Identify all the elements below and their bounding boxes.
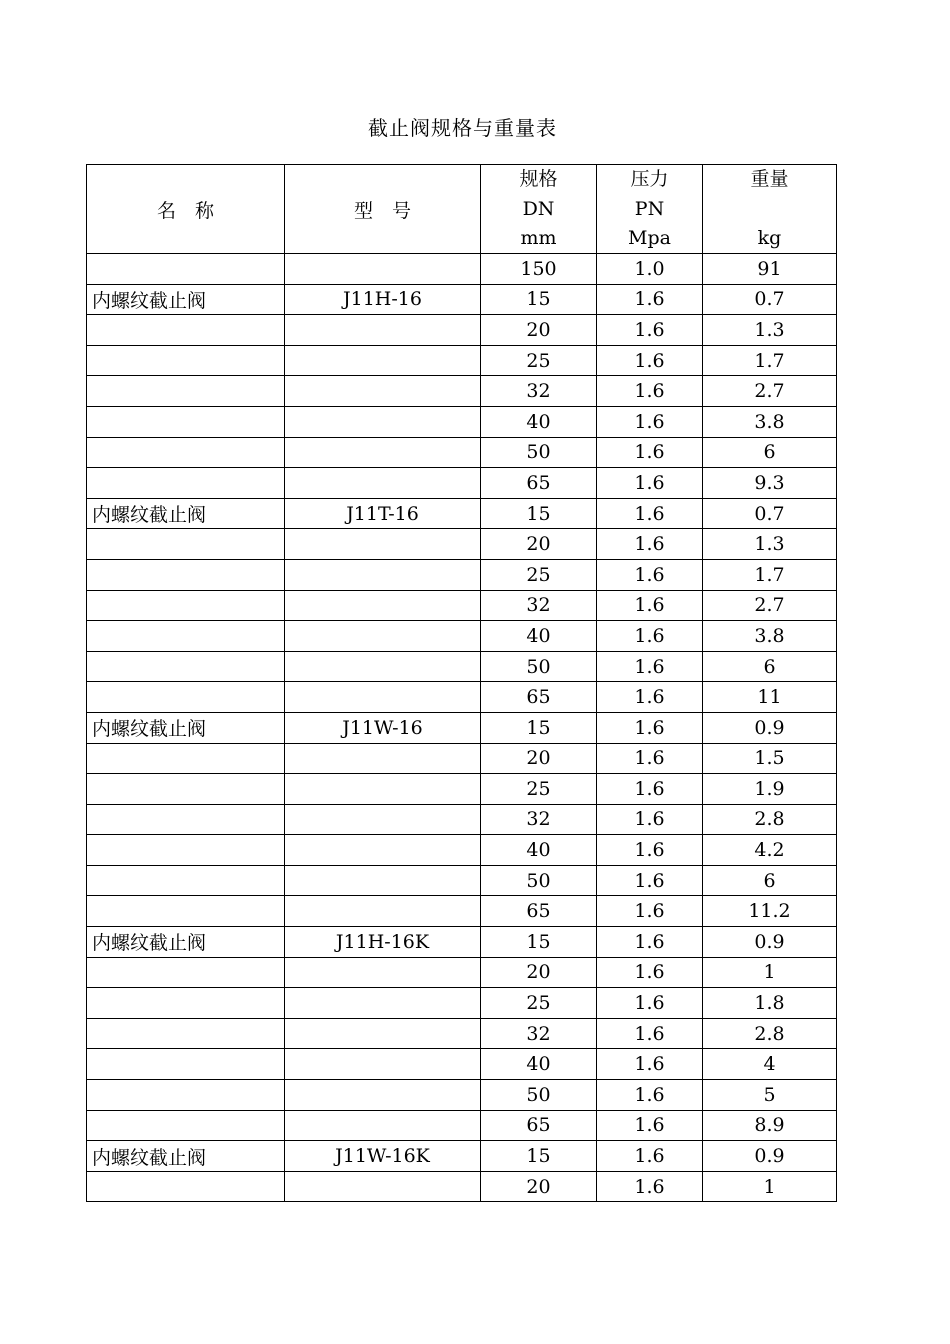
cell-size: 25 xyxy=(481,774,597,805)
cell-weight: 1 xyxy=(703,1171,837,1202)
cell-weight: 4 xyxy=(703,1049,837,1080)
cell-size: 65 xyxy=(481,682,597,713)
table-row xyxy=(87,988,837,1019)
table-row xyxy=(87,498,837,529)
cell-pressure: 1.6 xyxy=(597,1018,703,1049)
cell-pressure: 1.6 xyxy=(597,406,703,437)
cell-size: 40 xyxy=(481,835,597,866)
header-pressure-line1: 压力 xyxy=(630,168,669,190)
cell-name xyxy=(87,1080,285,1111)
cell-model xyxy=(285,896,481,927)
cell-weight: 6 xyxy=(703,651,837,682)
cell-size: 150 xyxy=(481,254,597,285)
header-weight-line3: kg xyxy=(757,227,782,249)
cell-weight: 1.5 xyxy=(703,743,837,774)
header-pressure-line3: Mpa xyxy=(628,227,671,249)
cell-model: J11T-16 xyxy=(285,498,481,529)
table-row xyxy=(87,376,837,407)
cell-name xyxy=(87,406,285,437)
cell-name xyxy=(87,865,285,896)
cell-model: J11H-16 xyxy=(285,284,481,315)
table-row xyxy=(87,315,837,346)
cell-pressure: 1.6 xyxy=(597,896,703,927)
cell-weight: 1 xyxy=(703,957,837,988)
cell-name xyxy=(87,682,285,713)
cell-pressure: 1.0 xyxy=(597,254,703,285)
table-row xyxy=(87,1018,837,1049)
table-row xyxy=(87,865,837,896)
cell-size: 32 xyxy=(481,376,597,407)
cell-name xyxy=(87,254,285,285)
table-row xyxy=(87,682,837,713)
cell-pressure: 1.6 xyxy=(597,1049,703,1080)
cell-weight: 9.3 xyxy=(703,468,837,499)
cell-weight: 6 xyxy=(703,865,837,896)
cell-size: 50 xyxy=(481,437,597,468)
cell-name xyxy=(87,988,285,1019)
cell-pressure: 1.6 xyxy=(597,437,703,468)
cell-model xyxy=(285,315,481,346)
cell-size: 40 xyxy=(481,1049,597,1080)
cell-size: 25 xyxy=(481,559,597,590)
cell-pressure: 1.6 xyxy=(597,498,703,529)
cell-pressure: 1.6 xyxy=(597,529,703,560)
table-row xyxy=(87,1110,837,1141)
cell-pressure: 1.6 xyxy=(597,651,703,682)
header-size-line2: DN xyxy=(522,197,555,220)
cell-model: J11W-16K xyxy=(285,1141,481,1172)
cell-model xyxy=(285,1110,481,1141)
cell-weight: 3.8 xyxy=(703,406,837,437)
cell-name xyxy=(87,804,285,835)
cell-pressure: 1.6 xyxy=(597,559,703,590)
cell-size: 50 xyxy=(481,651,597,682)
cell-name xyxy=(87,621,285,652)
table-row xyxy=(87,1049,837,1080)
cell-pressure: 1.6 xyxy=(597,682,703,713)
cell-model xyxy=(285,1080,481,1111)
cell-pressure: 1.6 xyxy=(597,1080,703,1111)
cell-model xyxy=(285,774,481,805)
cell-weight: 1.7 xyxy=(703,345,837,376)
cell-pressure: 1.6 xyxy=(597,590,703,621)
cell-name xyxy=(87,376,285,407)
cell-weight: 4.2 xyxy=(703,835,837,866)
cell-pressure: 1.6 xyxy=(597,1110,703,1141)
cell-model xyxy=(285,437,481,468)
cell-pressure: 1.6 xyxy=(597,345,703,376)
cell-model xyxy=(285,1171,481,1202)
cell-weight: 0.7 xyxy=(703,284,837,315)
cell-size: 15 xyxy=(481,284,597,315)
cell-weight: 0.9 xyxy=(703,927,837,958)
header-name-label: 名 称 xyxy=(156,199,214,222)
cell-pressure: 1.6 xyxy=(597,835,703,866)
cell-weight: 1.8 xyxy=(703,988,837,1019)
cell-pressure: 1.6 xyxy=(597,865,703,896)
cell-weight: 2.8 xyxy=(703,1018,837,1049)
cell-weight: 11 xyxy=(703,682,837,713)
table-row xyxy=(87,590,837,621)
table-row xyxy=(87,1171,837,1202)
cell-weight: 1.3 xyxy=(703,315,837,346)
table-row xyxy=(87,254,837,285)
cell-pressure: 1.6 xyxy=(597,957,703,988)
cell-weight: 2.7 xyxy=(703,590,837,621)
table-row xyxy=(87,529,837,560)
cell-size: 32 xyxy=(481,804,597,835)
cell-model: J11H-16K xyxy=(285,927,481,958)
spec-table xyxy=(86,164,837,1202)
cell-model xyxy=(285,468,481,499)
cell-weight: 11.2 xyxy=(703,896,837,927)
cell-size: 32 xyxy=(481,1018,597,1049)
cell-model xyxy=(285,1018,481,1049)
cell-size: 50 xyxy=(481,1080,597,1111)
cell-pressure: 1.6 xyxy=(597,621,703,652)
cell-size: 32 xyxy=(481,590,597,621)
cell-pressure: 1.6 xyxy=(597,804,703,835)
cell-name xyxy=(87,896,285,927)
cell-name xyxy=(87,774,285,805)
cell-name xyxy=(87,345,285,376)
cell-model xyxy=(285,682,481,713)
cell-weight: 6 xyxy=(703,437,837,468)
cell-name xyxy=(87,315,285,346)
cell-name: 内螺纹截止阀 xyxy=(87,498,285,529)
cell-name xyxy=(87,529,285,560)
cell-model xyxy=(285,559,481,590)
header-pressure-line2: PN xyxy=(634,197,665,220)
cell-name xyxy=(87,743,285,774)
header-model xyxy=(285,165,481,254)
cell-size: 40 xyxy=(481,621,597,652)
cell-name xyxy=(87,1018,285,1049)
cell-weight: 1.7 xyxy=(703,559,837,590)
table-row xyxy=(87,406,837,437)
header-size-line3: mm xyxy=(520,227,557,249)
cell-weight: 3.8 xyxy=(703,621,837,652)
cell-size: 15 xyxy=(481,712,597,743)
cell-name: 内螺纹截止阀 xyxy=(87,284,285,315)
table-row xyxy=(87,835,837,866)
table-row xyxy=(87,437,837,468)
table-row xyxy=(87,712,837,743)
cell-name xyxy=(87,835,285,866)
cell-size: 15 xyxy=(481,1141,597,1172)
cell-name xyxy=(87,590,285,621)
cell-weight: 5 xyxy=(703,1080,837,1111)
cell-weight: 0.9 xyxy=(703,712,837,743)
cell-model xyxy=(285,376,481,407)
cell-model xyxy=(285,865,481,896)
cell-model xyxy=(285,254,481,285)
table-row xyxy=(87,896,837,927)
cell-pressure: 1.6 xyxy=(597,468,703,499)
cell-size: 40 xyxy=(481,406,597,437)
cell-weight: 0.9 xyxy=(703,1141,837,1172)
cell-model xyxy=(285,988,481,1019)
cell-model xyxy=(285,1049,481,1080)
table-row xyxy=(87,1080,837,1111)
table-row xyxy=(87,804,837,835)
header-name xyxy=(87,165,285,254)
cell-name xyxy=(87,957,285,988)
cell-weight: 1.3 xyxy=(703,529,837,560)
header-model-label: 型 号 xyxy=(353,199,411,222)
cell-name xyxy=(87,437,285,468)
cell-size: 20 xyxy=(481,957,597,988)
cell-pressure: 1.6 xyxy=(597,315,703,346)
cell-size: 50 xyxy=(481,865,597,896)
cell-name xyxy=(87,1171,285,1202)
cell-pressure: 1.6 xyxy=(597,712,703,743)
cell-weight: 2.7 xyxy=(703,376,837,407)
header-size xyxy=(481,165,597,254)
table-row xyxy=(87,743,837,774)
cell-pressure: 1.6 xyxy=(597,774,703,805)
cell-size: 65 xyxy=(481,468,597,499)
cell-weight: 2.8 xyxy=(703,804,837,835)
cell-size: 20 xyxy=(481,529,597,560)
cell-name: 内螺纹截止阀 xyxy=(87,927,285,958)
cell-size: 25 xyxy=(481,345,597,376)
cell-name xyxy=(87,1049,285,1080)
cell-model xyxy=(285,743,481,774)
cell-size: 25 xyxy=(481,988,597,1019)
cell-size: 65 xyxy=(481,896,597,927)
cell-model xyxy=(285,651,481,682)
table-row xyxy=(87,284,837,315)
cell-model xyxy=(285,621,481,652)
cell-pressure: 1.6 xyxy=(597,927,703,958)
cell-name xyxy=(87,559,285,590)
header-weight xyxy=(703,165,837,254)
cell-model xyxy=(285,835,481,866)
header-size-line1: 规格 xyxy=(519,168,558,190)
cell-size: 20 xyxy=(481,1171,597,1202)
cell-model xyxy=(285,406,481,437)
cell-pressure: 1.6 xyxy=(597,376,703,407)
cell-model: J11W-16 xyxy=(285,712,481,743)
cell-weight: 8.9 xyxy=(703,1110,837,1141)
cell-model xyxy=(285,345,481,376)
cell-model xyxy=(285,529,481,560)
cell-name: 内螺纹截止阀 xyxy=(87,1141,285,1172)
page-title: 截止阀规格与重量表 xyxy=(368,116,557,140)
header-weight-line1: 重量 xyxy=(750,168,789,190)
cell-size: 15 xyxy=(481,498,597,529)
table-row xyxy=(87,651,837,682)
cell-pressure: 1.6 xyxy=(597,284,703,315)
table-row xyxy=(87,621,837,652)
table-row xyxy=(87,957,837,988)
cell-weight: 91 xyxy=(703,254,837,285)
cell-pressure: 1.6 xyxy=(597,988,703,1019)
cell-pressure: 1.6 xyxy=(597,743,703,774)
cell-name xyxy=(87,1110,285,1141)
cell-pressure: 1.6 xyxy=(597,1141,703,1172)
cell-size: 20 xyxy=(481,315,597,346)
cell-size: 15 xyxy=(481,927,597,958)
cell-weight: 1.9 xyxy=(703,774,837,805)
table-row xyxy=(87,345,837,376)
header-pressure xyxy=(597,165,703,254)
cell-weight: 0.7 xyxy=(703,498,837,529)
cell-model xyxy=(285,590,481,621)
cell-model xyxy=(285,957,481,988)
header-row xyxy=(87,165,837,254)
cell-size: 20 xyxy=(481,743,597,774)
table-row xyxy=(87,559,837,590)
table-row xyxy=(87,1141,837,1172)
cell-pressure: 1.6 xyxy=(597,1171,703,1202)
cell-name xyxy=(87,651,285,682)
cell-size: 65 xyxy=(481,1110,597,1141)
table-row xyxy=(87,774,837,805)
table-row xyxy=(87,468,837,499)
cell-name: 内螺纹截止阀 xyxy=(87,712,285,743)
cell-model xyxy=(285,804,481,835)
table-body xyxy=(87,254,837,1202)
table-row xyxy=(87,927,837,958)
cell-name xyxy=(87,468,285,499)
